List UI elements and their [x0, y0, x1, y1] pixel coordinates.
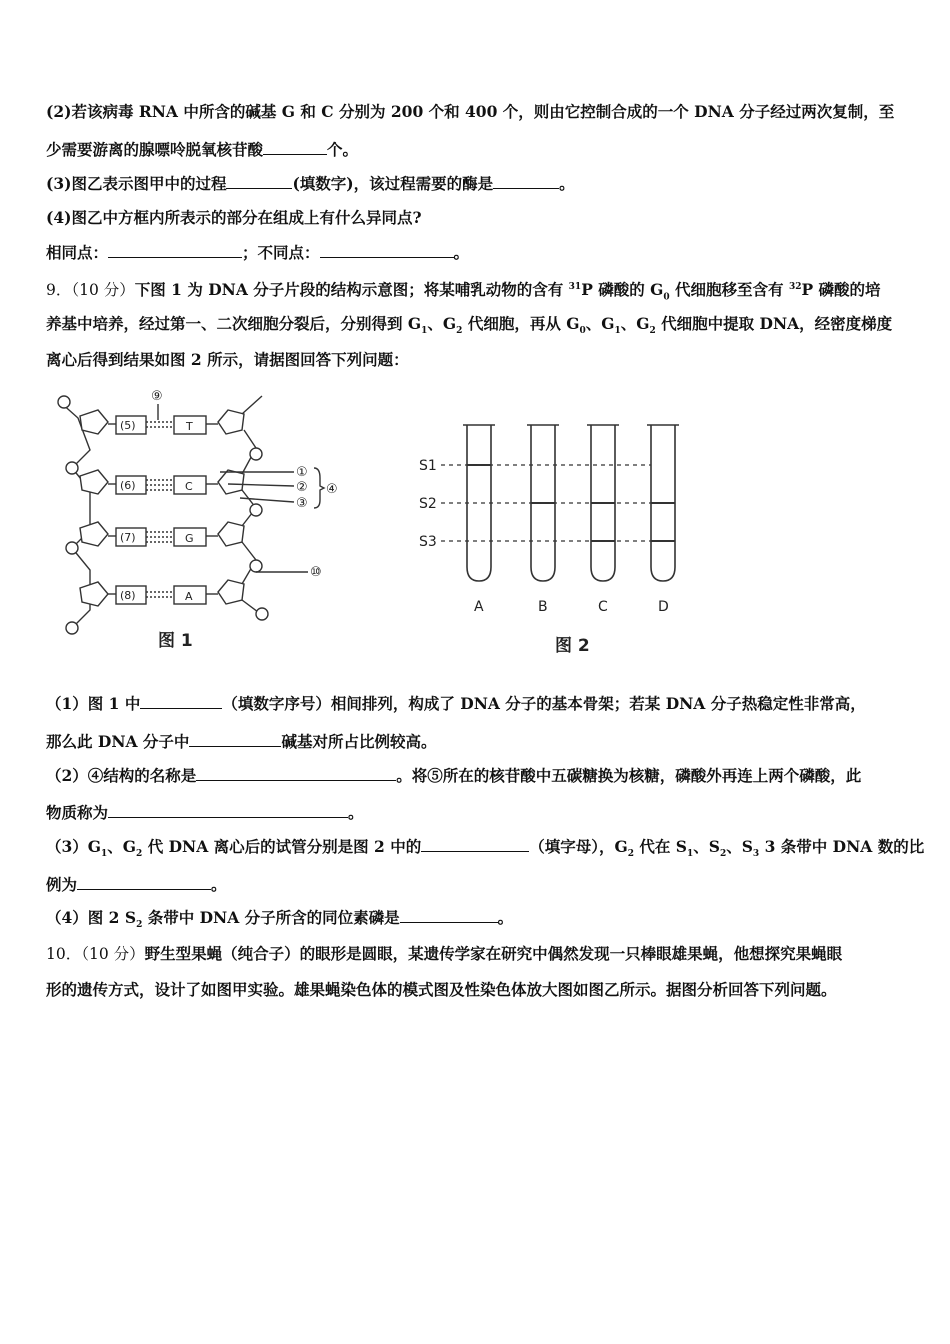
fig1-callout: ④ [326, 482, 338, 497]
fig1-label-left: (8) [120, 589, 136, 602]
fig1-caption: 图 1 [158, 631, 193, 651]
q10-stem-line2: 形的遗传方式，设计了如图甲实验。雄果蝇染色体的模式图及性染色体放大图如图乙所示。据图分析回答下列问题。 [46, 980, 837, 999]
sugar-pentagon [218, 470, 244, 494]
q9-part2-line2: 物质称为 。 [46, 803, 364, 822]
fig1-base-right: G [185, 532, 194, 545]
q8-part2-line2: 少需要游离的腺嘌呤脱氧核苷酸 个。 [46, 140, 359, 159]
answer-blank[interactable] [320, 243, 454, 258]
fig1-callout: ⑩ [310, 565, 322, 580]
figure-2-centrifuge-tubes [415, 415, 705, 665]
band-label-s2: S2 [419, 496, 437, 512]
answer-blank[interactable] [108, 803, 348, 818]
phosphate-circle [256, 608, 268, 620]
fig1-base-right: A [185, 590, 193, 603]
fig2-caption: 图 2 [555, 636, 590, 656]
tube-d [647, 425, 679, 581]
tube-label-a: A [474, 599, 484, 615]
answer-blank[interactable] [421, 837, 529, 852]
band-label-s1: S1 [419, 458, 437, 474]
answer-blank[interactable] [493, 174, 559, 189]
answer-blank[interactable] [226, 174, 292, 189]
q9-stem-line2: 养基中培养，经过第一、二次细胞分裂后，分别得到 $G_1$、$G_2$ 代细胞，再从 $G_0$、$G_1$、$G_2$ 代细胞中提取 DNA，经密度梯度 [46, 314, 893, 337]
sugar-pentagon [80, 582, 108, 606]
fig1-callout: ⑨ [151, 389, 163, 404]
phosphate-circle [66, 462, 78, 474]
sugar-pentagon [218, 410, 244, 434]
q9-part1-line2: 那么此 DNA 分子中 碱基对所占比例较高。 [46, 732, 437, 751]
fig1-label-left: (5) [120, 419, 136, 432]
tube-label-d: D [658, 599, 669, 615]
phosphate-circle [58, 396, 70, 408]
sugar-pentagon [80, 410, 108, 434]
q9-stem-line1: 9．（10 分）下图 1 为 DNA 分子片段的结构示意图；将某哺乳动物的含有 $^{31}$P 磷酸的 $G_0$ 代细胞移至含有 $^{32}$P 磷酸的培 [46, 280, 881, 303]
right-backbone [242, 396, 262, 612]
phosphate-circle [250, 560, 262, 572]
fig1-base-right: C [185, 480, 193, 493]
answer-blank[interactable] [263, 140, 327, 155]
fig1-callout: ② [296, 480, 308, 495]
q9-part4: （4）图 2 $S_2$ 条带中 DNA 分子所含的同位素磷是 。 [46, 908, 514, 931]
sugar-pentagon [218, 580, 244, 604]
phosphate-circle [250, 504, 262, 516]
answer-blank[interactable] [196, 766, 396, 781]
tube-label-b: B [538, 599, 548, 615]
q9-part2-line1: （2）④结构的名称是 。将⑤所在的核苷酸中五碳糖换为核糖，磷酸外再连上两个磷酸，此 [46, 766, 862, 785]
band-label-s3: S3 [419, 534, 437, 550]
answer-blank[interactable] [189, 732, 281, 747]
q9-part3-line1: $(3)G_1$、$G_2$ 代 DNA 离心后的试管分别是图 2 中的 （填字母），$G_2$ 代在 $S_1$、$S_2$、$S_3$ 3 条带中 DNA 数的比 [46, 837, 925, 860]
tube-label-c: C [598, 599, 608, 615]
q8-part2-line1: (2)若该病毒 RNA 中所含的碱基 G 和 C 分别为 200 个和 400 个，则由它控制合成的一个 DNA 分子经过两次复制，至 [46, 102, 895, 121]
answer-blank[interactable] [140, 694, 222, 709]
q9-part3-line2: 例为 。 [46, 875, 227, 894]
phosphate-circle [250, 448, 262, 460]
q8-part4: (4)图乙中方框内所表示的部分在组成上有什么异同点? [46, 208, 422, 227]
fig1-base-right: T [186, 420, 193, 433]
answer-blank[interactable] [400, 908, 498, 923]
answer-blank[interactable] [108, 243, 242, 258]
q10-stem-line1: 10．（10 分）野生型果蝇（纯合子）的眼形是圆眼，某遗传学家在研究中偶然发现一只棒眼雄果蝇，他想探究果蝇眼 [46, 944, 843, 963]
phosphate-circle [66, 622, 78, 634]
sugar-pentagon [80, 522, 108, 546]
sugar-pentagon [80, 470, 108, 494]
q8-part3: (3)图乙表示图甲中的过程 (填数字)，该过程需要的酶是 。 [46, 174, 575, 193]
phosphate-circle [66, 542, 78, 554]
figure-1-dna-structure [50, 380, 370, 660]
fig1-label-left: (6) [120, 479, 136, 492]
sugar-pentagon [218, 522, 244, 546]
q8-part5: 相同点： ；不同点： 。 [46, 243, 470, 262]
fig1-callout: ① [296, 465, 308, 480]
q9-part1-line1: （1）图 1 中 （填数字序号）相间排列，构成了 DNA 分子的基本骨架；若某 DNA 分子热稳定性非常高， [46, 694, 866, 713]
answer-blank[interactable] [77, 875, 211, 890]
fig1-callout: ③ [296, 496, 308, 511]
fig1-label-left: (7) [120, 531, 136, 544]
q9-stem-line3: 离心后得到结果如图 2 所示，请据图回答下列问题： [46, 350, 409, 369]
